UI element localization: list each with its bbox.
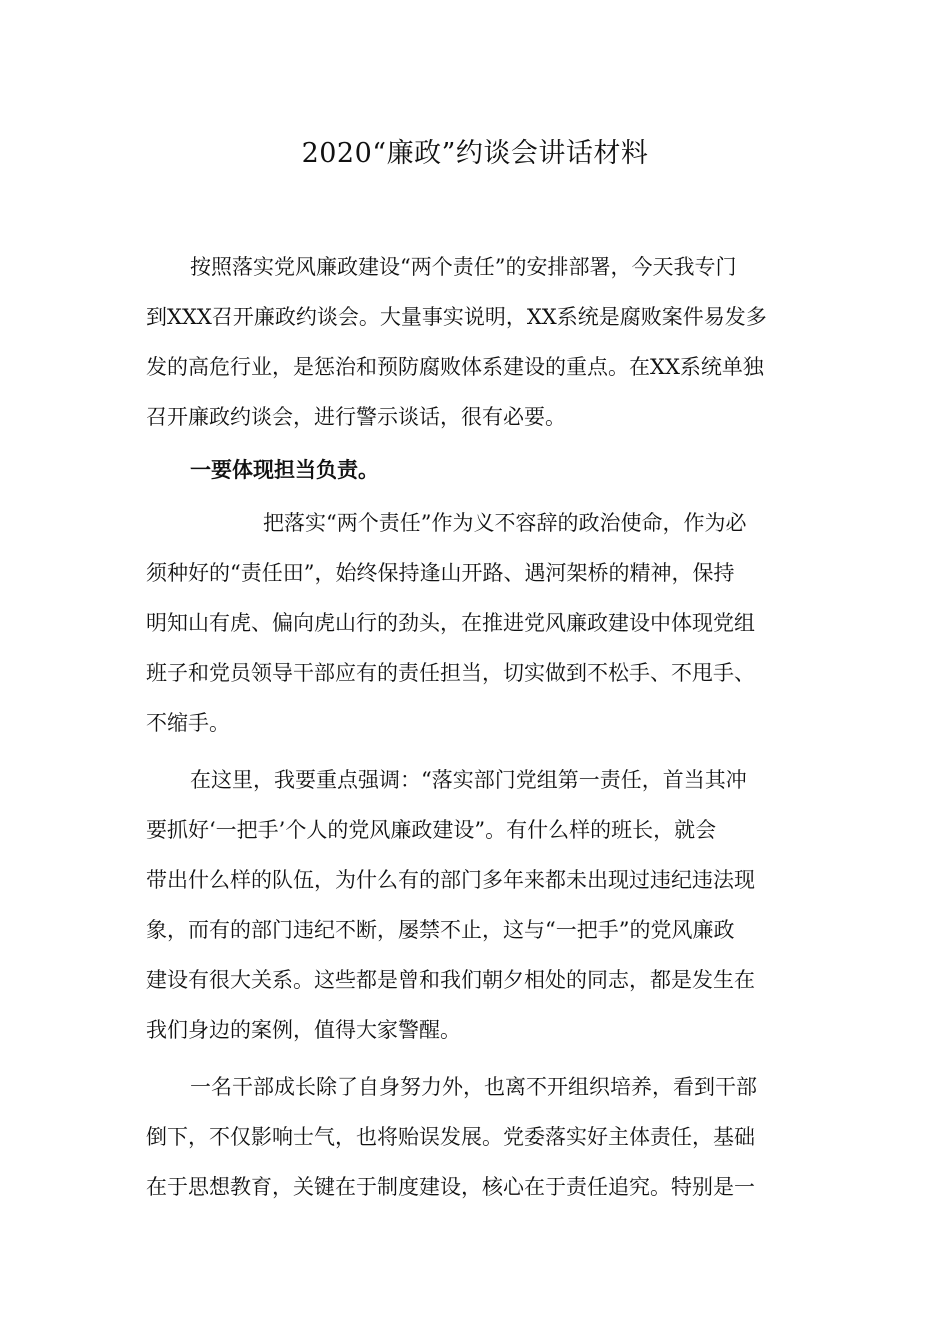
paragraph-line: 象，而有的部门违纪不断，屡禁不止，这与“一把手”的党风廉政 bbox=[146, 918, 735, 942]
section-heading: 一要体现担当负责。 bbox=[190, 457, 379, 482]
paragraph-line: 在于思想教育，关键在于制度建设，核心在于责任追究。特别是一 bbox=[146, 1175, 755, 1199]
paragraph-line: 到XXX召开廉政约谈会。大量事实说明，XX系统是腐败案件易发多 bbox=[146, 305, 767, 329]
paragraph-line: 按照落实党风廉政建设“两个责任”的安排部署，今天我专门 bbox=[190, 255, 737, 279]
document-title: 2020“廉政”约谈会讲话材料 bbox=[301, 138, 649, 169]
paragraph-line: 把落实“两个责任”作为义不容辞的政治使命，作为必 bbox=[263, 511, 747, 535]
paragraph-line: 发的高危行业，是惩治和预防腐败体系建设的重点。在XX系统单独 bbox=[146, 355, 764, 379]
paragraph-line: 倒下，不仅影响士气，也将贻误发展。党委落实好主体责任，基础 bbox=[146, 1125, 755, 1149]
paragraph-line: 我们身边的案例，值得大家警醒。 bbox=[146, 1018, 461, 1042]
paragraph-line: 班子和党员领导干部应有的责任担当，切实做到不松手、不甩手、 bbox=[146, 661, 755, 685]
paragraph-line: 在这里，我要重点强调：“落实部门党组第一责任，首当其冲 bbox=[190, 768, 747, 792]
paragraph-line: 带出什么样的队伍，为什么有的部门多年来都未出现过违纪违法现 bbox=[146, 868, 755, 892]
paragraph-line: 要抓好‘一把手’个人的党风廉政建设”。有什么样的班长，就会 bbox=[146, 818, 717, 842]
paragraph-line: 明知山有虎、偏向虎山行的劲头，在推进党风廉政建设中体现党组 bbox=[146, 611, 755, 635]
paragraph-line: 召开廉政约谈会，进行警示谈话，很有必要。 bbox=[146, 405, 566, 429]
paragraph-line: 不缩手。 bbox=[146, 711, 230, 735]
paragraph-line: 建设有很大关系。这些都是曾和我们朝夕相处的同志，都是发生在 bbox=[146, 968, 755, 992]
paragraph-line: 须种好的“责任田”，始终保持逢山开路、遇河架桥的精神，保持 bbox=[146, 561, 735, 585]
paragraph-line: 一名干部成长除了自身努力外，也离不开组织培养，看到干部 bbox=[190, 1075, 757, 1099]
